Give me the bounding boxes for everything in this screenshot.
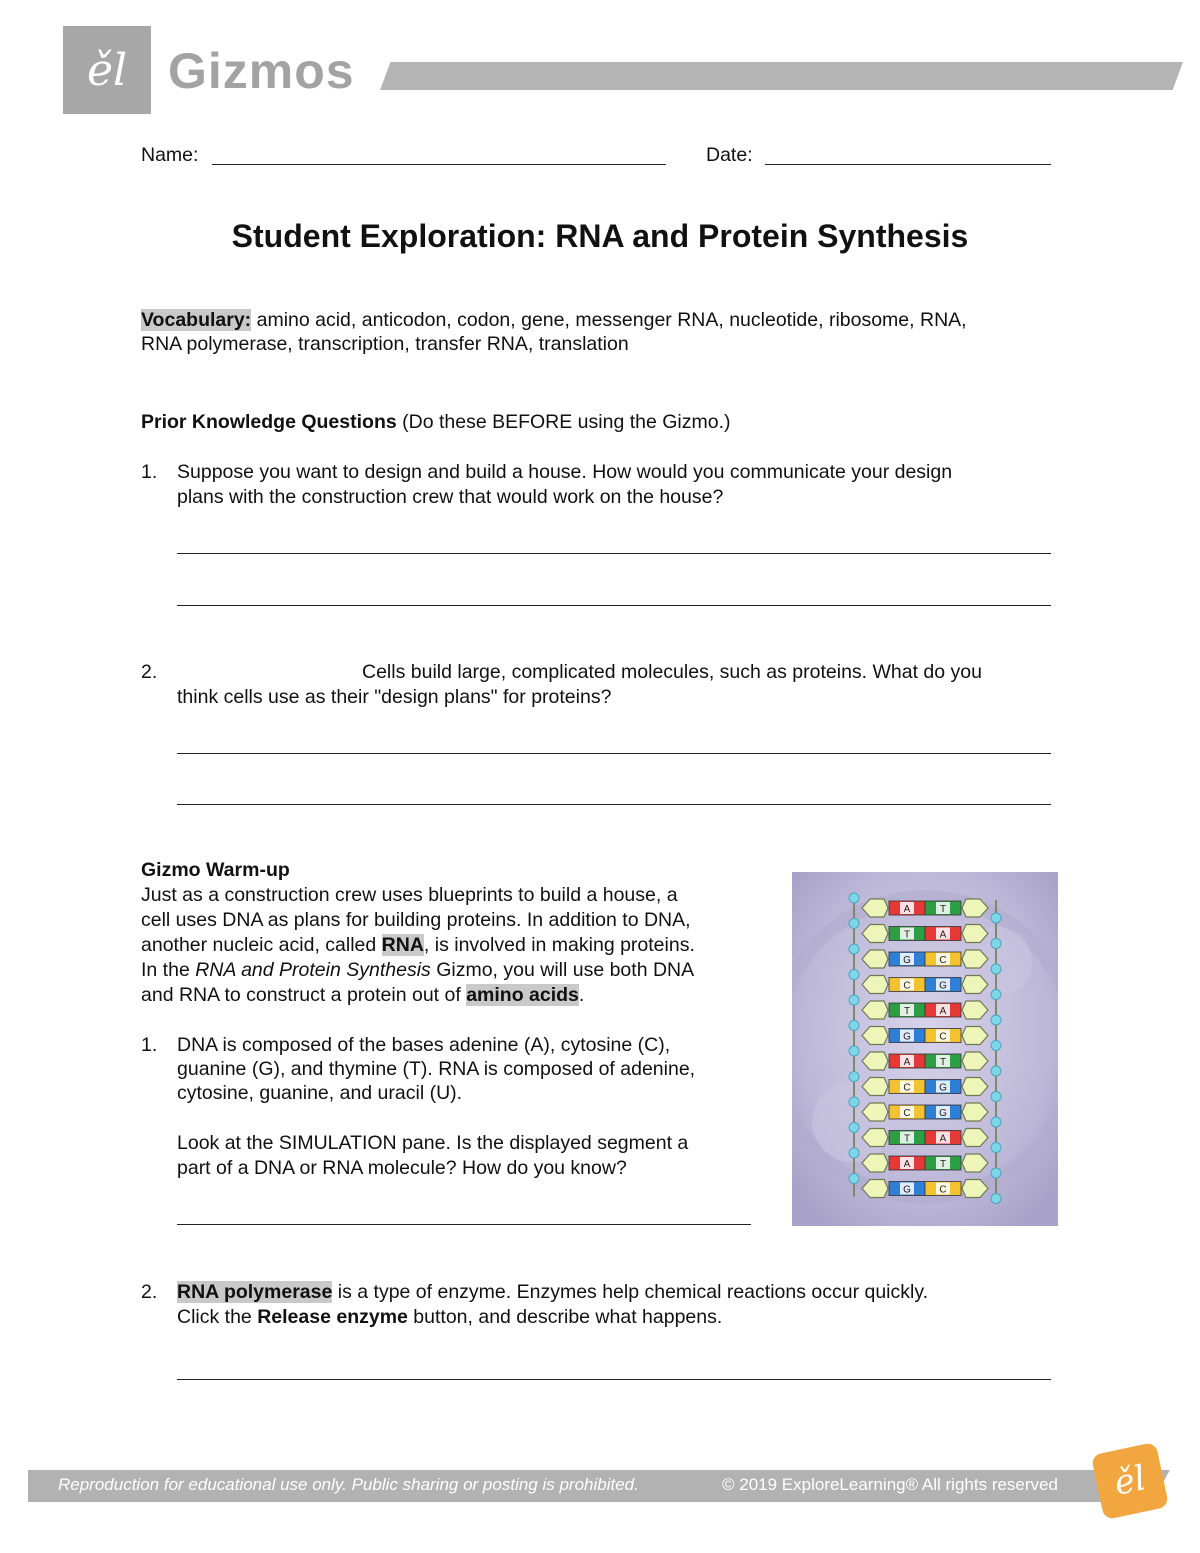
- base-letter-right: C: [939, 1184, 947, 1196]
- explorelearning-logo-icon: ěl: [86, 44, 128, 96]
- base-letter-left: C: [903, 1108, 911, 1119]
- base-letter-left: G: [903, 1031, 911, 1043]
- warmup-q1-text-4: Look at the SIMULATION pane. Is the displayed segment a: [177, 1132, 689, 1154]
- warmup-p5-b: .: [578, 984, 585, 1006]
- warmup-q2-text-2: [177, 1305, 722, 1330]
- base-letter-left: C: [903, 980, 911, 992]
- prior-knowledge-heading-row: [141, 410, 731, 435]
- warmup-paragraph-3: [141, 933, 695, 958]
- base-letter-left: T: [903, 1006, 911, 1017]
- base-letter-right: G: [939, 1082, 947, 1094]
- phosphate-left: [849, 1148, 859, 1158]
- base-letter-right: T: [939, 904, 947, 915]
- warmup-q2-2b: button, and describe what happens.: [407, 1306, 723, 1328]
- phosphate-right: [991, 1117, 1001, 1127]
- phosphate-right: [991, 990, 1001, 1000]
- name-field[interactable]: [212, 164, 666, 165]
- warmup-q2-answer-line[interactable]: [177, 1379, 1051, 1380]
- name-label: Name:: [141, 144, 199, 166]
- warmup-paragraph-5: [141, 983, 584, 1008]
- base-letter-left: G: [903, 1184, 911, 1196]
- base-letter-right: C: [939, 955, 947, 966]
- base-letter-right: A: [939, 1006, 947, 1017]
- warmup-q2-number: 2.: [141, 1281, 158, 1303]
- phosphate-left: [849, 919, 859, 929]
- base-letter-right: G: [939, 1108, 947, 1119]
- vocabulary-line-1: [141, 308, 967, 333]
- phosphate-left: [849, 1097, 859, 1107]
- phosphate-left: [849, 944, 859, 954]
- prior-q2-answer-line-1[interactable]: [177, 753, 1051, 754]
- warmup-paragraph-2: cell uses DNA as plans for building proteins. In addition to DNA,: [141, 909, 691, 931]
- prior-q2-answer-line-2[interactable]: [177, 804, 1051, 805]
- brand-name: Gizmos: [168, 43, 355, 99]
- vocabulary-terms-2: RNA polymerase, transcription, transfer RNA, translation: [141, 333, 629, 355]
- date-field[interactable]: [765, 164, 1051, 165]
- prior-knowledge-heading: Prior Knowledge Questions: [141, 411, 397, 433]
- warmup-paragraph-1: Just as a construction crew uses blueprints to build a house, a: [141, 884, 678, 906]
- warmup-q2-2a: Click the: [177, 1306, 258, 1328]
- warmup-p4-b: Gizmo, you will use both DNA: [430, 959, 695, 981]
- prior-q1-text-1: Suppose you want to design and build a house. How would you communicate your design: [177, 461, 953, 483]
- base-letter-right: T: [939, 1159, 947, 1170]
- warmup-p3-a: another nucleic acid, called: [141, 934, 382, 956]
- base-letter-left: A: [903, 904, 911, 915]
- phosphate-right: [991, 1092, 1001, 1102]
- phosphate-left: [849, 970, 859, 980]
- prior-q1-answer-line-1[interactable]: [177, 553, 1051, 554]
- prior-q2-text-2: think cells use as their "design plans" for proteins?: [177, 686, 612, 708]
- term-amino-acids: amino acids: [466, 984, 579, 1006]
- warmup-q1-text-3: cytosine, guanine, and uracil (U).: [177, 1082, 463, 1104]
- phosphate-right: [991, 964, 1001, 974]
- footer-copyright: © 2019 ExploreLearning® All rights reserved: [722, 1475, 1058, 1494]
- phosphate-right: [991, 1143, 1001, 1153]
- base-letter-left: T: [903, 1133, 911, 1145]
- release-enzyme-label: Release enzyme: [257, 1306, 408, 1328]
- footer-logo-icon: ěl: [1091, 1442, 1169, 1520]
- warmup-q2-1b: is a type of enzyme. Enzymes help chemical reactions occur quickly.: [332, 1281, 929, 1303]
- warmup-q1-answer-line[interactable]: [177, 1224, 751, 1225]
- phosphate-right: [991, 1015, 1001, 1025]
- prior-knowledge-note: (Do these BEFORE using the Gizmo.): [396, 411, 731, 433]
- page-title: Student Exploration: RNA and Protein Synthesis: [231, 218, 969, 254]
- prior-q1-answer-line-2[interactable]: [177, 605, 1051, 606]
- prior-q1-text-2: plans with the construction crew that would work on the house?: [177, 486, 724, 508]
- base-letter-right: C: [939, 1031, 947, 1043]
- dna-simulation-image: [792, 872, 1058, 1226]
- base-letter-right: T: [939, 1057, 947, 1068]
- phosphate-right: [991, 939, 1001, 949]
- base-letter-right: A: [939, 1133, 947, 1145]
- warmup-heading: Gizmo Warm-up: [141, 859, 290, 881]
- footer-notice: Reproduction for educational use only. Public sharing or posting is prohibited.: [58, 1475, 639, 1494]
- base-letter-left: T: [903, 929, 911, 941]
- warmup-paragraph-4: [141, 958, 694, 983]
- warmup-q2-text-1: [177, 1280, 928, 1305]
- base-letter-right: G: [939, 980, 947, 992]
- vocabulary-label: Vocabulary:: [141, 309, 252, 331]
- warmup-q1-number: 1.: [141, 1034, 158, 1056]
- warmup-p3-b: , is involved in making proteins.: [423, 934, 695, 956]
- gizmo-name: RNA and Protein Synthesis: [195, 959, 431, 981]
- phosphate-left: [849, 1174, 859, 1184]
- phosphate-left: [849, 1123, 859, 1133]
- phosphate-left: [849, 995, 859, 1005]
- warmup-p4-a: In the: [141, 959, 196, 981]
- phosphate-left: [849, 1046, 859, 1056]
- phosphate-right: [991, 1168, 1001, 1178]
- base-letter-right: A: [939, 929, 947, 941]
- dna-segment-graphic: [792, 872, 1058, 1226]
- phosphate-left: [849, 1021, 859, 1031]
- phosphate-right: [991, 1194, 1001, 1204]
- phosphate-left: [849, 1072, 859, 1082]
- warmup-q1-text-2: guanine (G), and thymine (T). RNA is composed of adenine,: [177, 1058, 696, 1080]
- phosphate-right: [991, 1041, 1001, 1051]
- phosphate-right: [991, 913, 1001, 923]
- base-letter-left: A: [903, 1159, 911, 1170]
- vocabulary-terms-1: amino acid, anticodon, codon, gene, messenger RNA, nucleotide, ribosome, RNA,: [251, 309, 967, 331]
- term-rna: RNA: [381, 934, 424, 956]
- warmup-q1-text-1: DNA is composed of the bases adenine (A), cytosine (C),: [177, 1034, 671, 1056]
- phosphate-left: [849, 893, 859, 903]
- base-letter-left: A: [903, 1057, 911, 1068]
- warmup-q1-text-5: part of a DNA or RNA molecule? How do you know?: [177, 1157, 627, 1179]
- date-label: Date:: [706, 144, 753, 166]
- base-letter-left: C: [903, 1082, 911, 1094]
- header-bar: [380, 62, 1183, 90]
- prior-q2-number: 2.: [141, 661, 158, 683]
- prior-q1-number: 1.: [141, 461, 158, 483]
- phosphate-right: [991, 1066, 1001, 1076]
- prior-q2-text-1: Cells build large, complicated molecules, such as proteins. What do you: [362, 661, 982, 683]
- base-letter-left: G: [903, 955, 911, 966]
- warmup-p5-a: and RNA to construct a protein out of: [141, 984, 467, 1006]
- term-rna-polymerase: RNA polymerase: [177, 1281, 333, 1303]
